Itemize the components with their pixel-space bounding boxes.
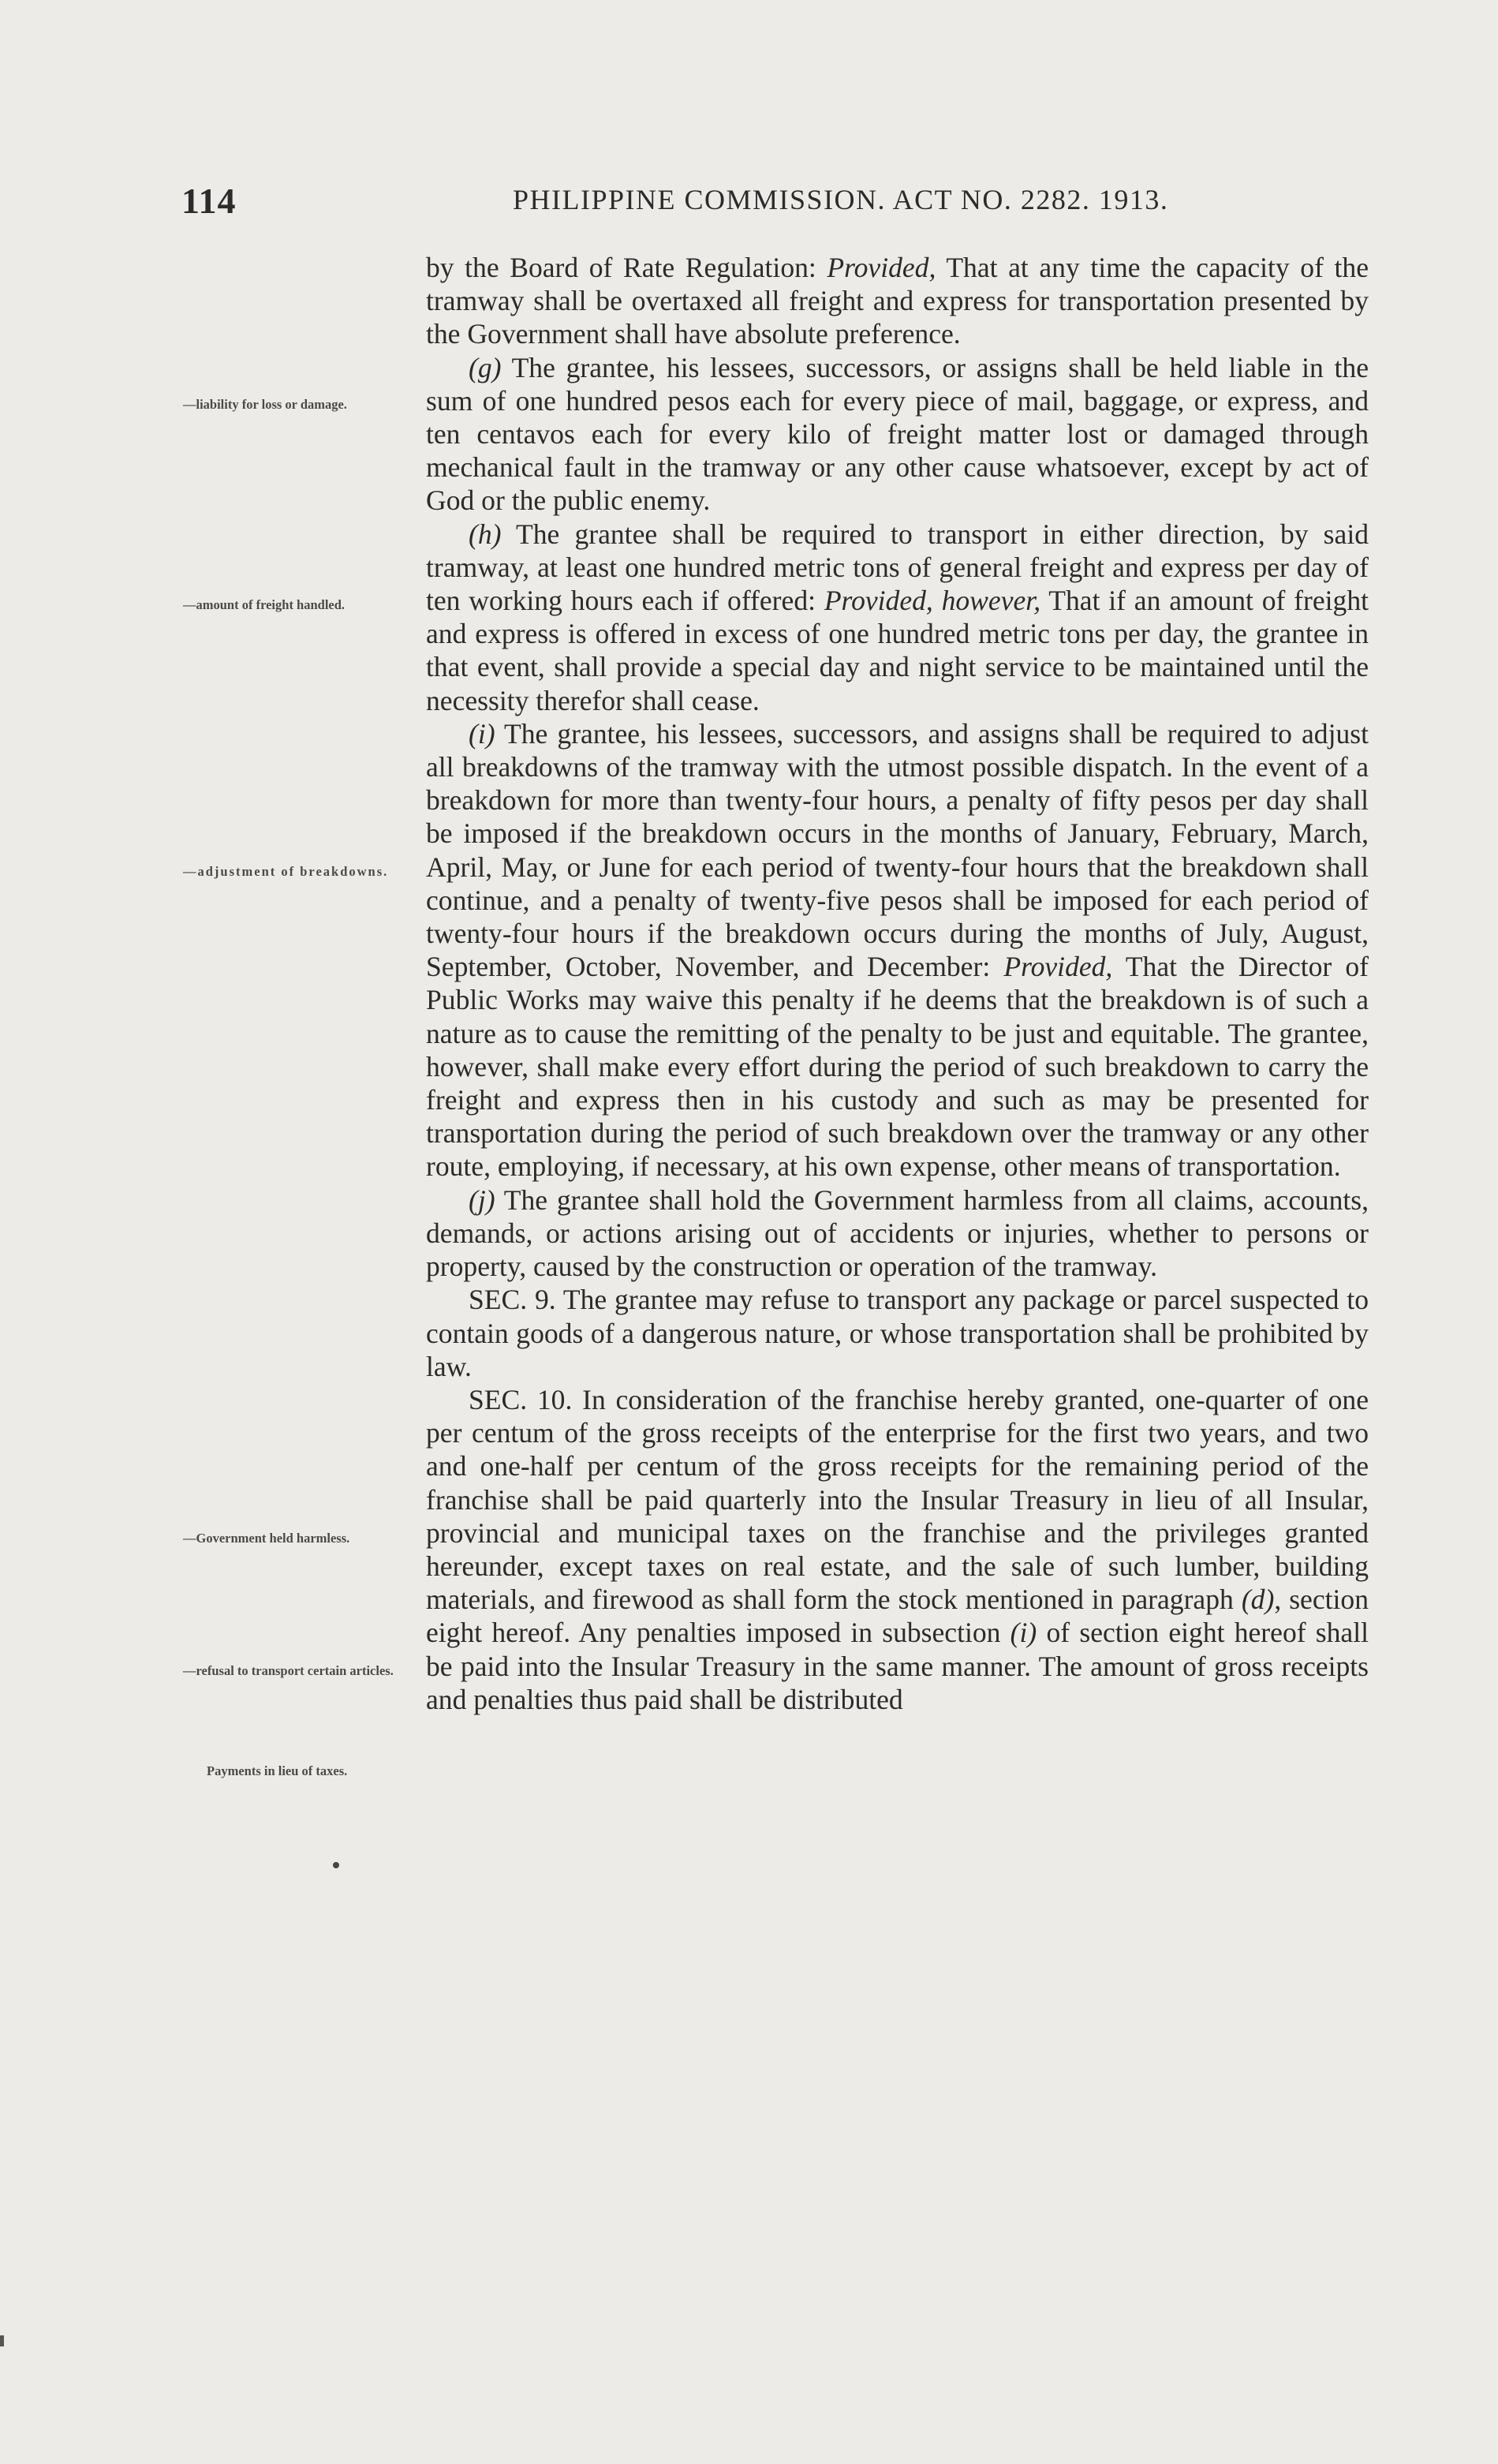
paragraph-label: (h) — [469, 518, 502, 550]
paragraph-label: (i) — [469, 717, 495, 750]
text: In consideration of the franchise hereby granted, one-quarter of one per centum of the gross receipts of the enterprise for the first two years, and two and one-half per centum of the gross receipts for the remaining period of the franchise shall be paid quarterly into the Insular Treasury in lieu of all Insular, provincial and municipal taxes on the franchise and the privileges granted hereunder, except taxes on real estate, and the sale of such lumber, building materials, and firewood as shall form the stock mentioned in paragraph — [426, 1383, 1369, 1616]
page-number: 114 — [181, 181, 237, 221]
section-10 — [426, 1383, 1369, 1716]
text: That at any time the capacity of the tramway shall be overtaxed all freight and express for transportation presented by the Government shall have absolute preference. — [426, 252, 1369, 350]
reference: (i) — [1010, 1617, 1037, 1649]
paragraph-continuation — [426, 251, 1369, 351]
reference: (d) — [1241, 1583, 1275, 1616]
section-label: SEC. 9. — [469, 1284, 556, 1316]
section-label: SEC. 10. — [469, 1383, 573, 1415]
emphasis: Provided, — [827, 252, 936, 283]
text: , section eight hereof. Any penalties imposed in subsection — [426, 1583, 1369, 1649]
margin-note-adjustment: —adjustment of breakdowns. — [183, 864, 389, 879]
body-text — [426, 251, 1369, 1716]
margin-note-payments: Payments in lieu of taxes. — [207, 1763, 348, 1778]
text: The grantee shall hold the Government harmless from all claims, accounts, demands, or actions arising out of accidents or injuries, whether to persons or property, caused by the construction or operation of the tramway. — [426, 1183, 1369, 1283]
paragraph-i — [426, 717, 1369, 1183]
running-head: PHILIPPINE COMMISSION. ACT NO. 2282. 1913. — [513, 184, 1169, 215]
paragraph-j — [426, 1183, 1369, 1284]
text: That if an amount of freight and express is offered in excess of one hundred metric tons per day, the grantee in that event, shall provide a special day and night service to be maintained until the necessity therefor shall cease. — [426, 585, 1369, 716]
text: The grantee, his lessees, successors, and assigns shall be required to adjust all breakdowns of the tramway with the utmost possible dispatch. In the event of a breakdown for more than twenty-four hours, a penalty of fifty pesos per day shall be imposed if the breakdown occurs in the months of January, February, March, April, May, or June for each period of twenty-four hours that the breakdown shall continue, and a penalty of twenty-five pesos shall be imposed for each period of twenty-four hours if the breakdown occurs during the months of July, August, September, October, November, and December: — [426, 717, 1369, 983]
text: The grantee may refuse to transport any package or parcel suspected to contain goods of a dangerous nature, or whose transportation shall be prohibited by law. — [426, 1284, 1369, 1382]
ink-dot — [333, 1862, 339, 1868]
paragraph-label: (g) — [469, 351, 502, 383]
margin-note-liability: —liability for loss or damage. — [183, 397, 347, 412]
margin-note-amount-freight: —amount of freight handled. — [183, 597, 346, 612]
edge-mark — [0, 2335, 4, 2346]
text: by the Board of Rate Regulation: — [426, 252, 827, 283]
emphasis: Provided, however, — [824, 585, 1041, 617]
paragraph-g — [426, 351, 1369, 518]
text: of section eight hereof shall be paid into the Insular Treasury in the same manner. The amount of gross receipts and penalties thus paid shall be distributed — [426, 1617, 1369, 1715]
paragraph-h — [426, 518, 1369, 717]
text: The grantee, his lessees, successors, or assigns shall be held liable in the sum of one hundred pesos each for every piece of mail, baggage, or express, and ten centavos each for every kilo of freight matter lost or damaged through mechanical fault in the tramway or any other cause whatsoever, except by act of God or the public enemy. — [426, 351, 1369, 517]
margin-note-government-harmless: —Government held harmless. — [183, 1531, 350, 1546]
section-9 — [426, 1283, 1369, 1383]
text: That the Director of Public Works may waive this penalty if he deems that the breakdown is of such a nature as to cause the remitting of the penalty to be just and equitable. The grantee, however, shall make every effort during the period of such breakdown to carry the freight and express then in his custody and such as may be presented for transportation during the period of such breakdown over the tramway or any other route, employing, if necessary, at his own expense, other means of transportation. — [426, 951, 1369, 1183]
emphasis: Provided, — [1003, 951, 1113, 983]
margin-note-refusal: —refusal to transport certain articles. — [183, 1663, 394, 1678]
paragraph-label: (j) — [469, 1183, 495, 1216]
text: The grantee shall be required to transport in either direction, by said tramway, at least one hundred metric tons of general freight and express per day of ten working hours each if offered: — [426, 518, 1369, 617]
